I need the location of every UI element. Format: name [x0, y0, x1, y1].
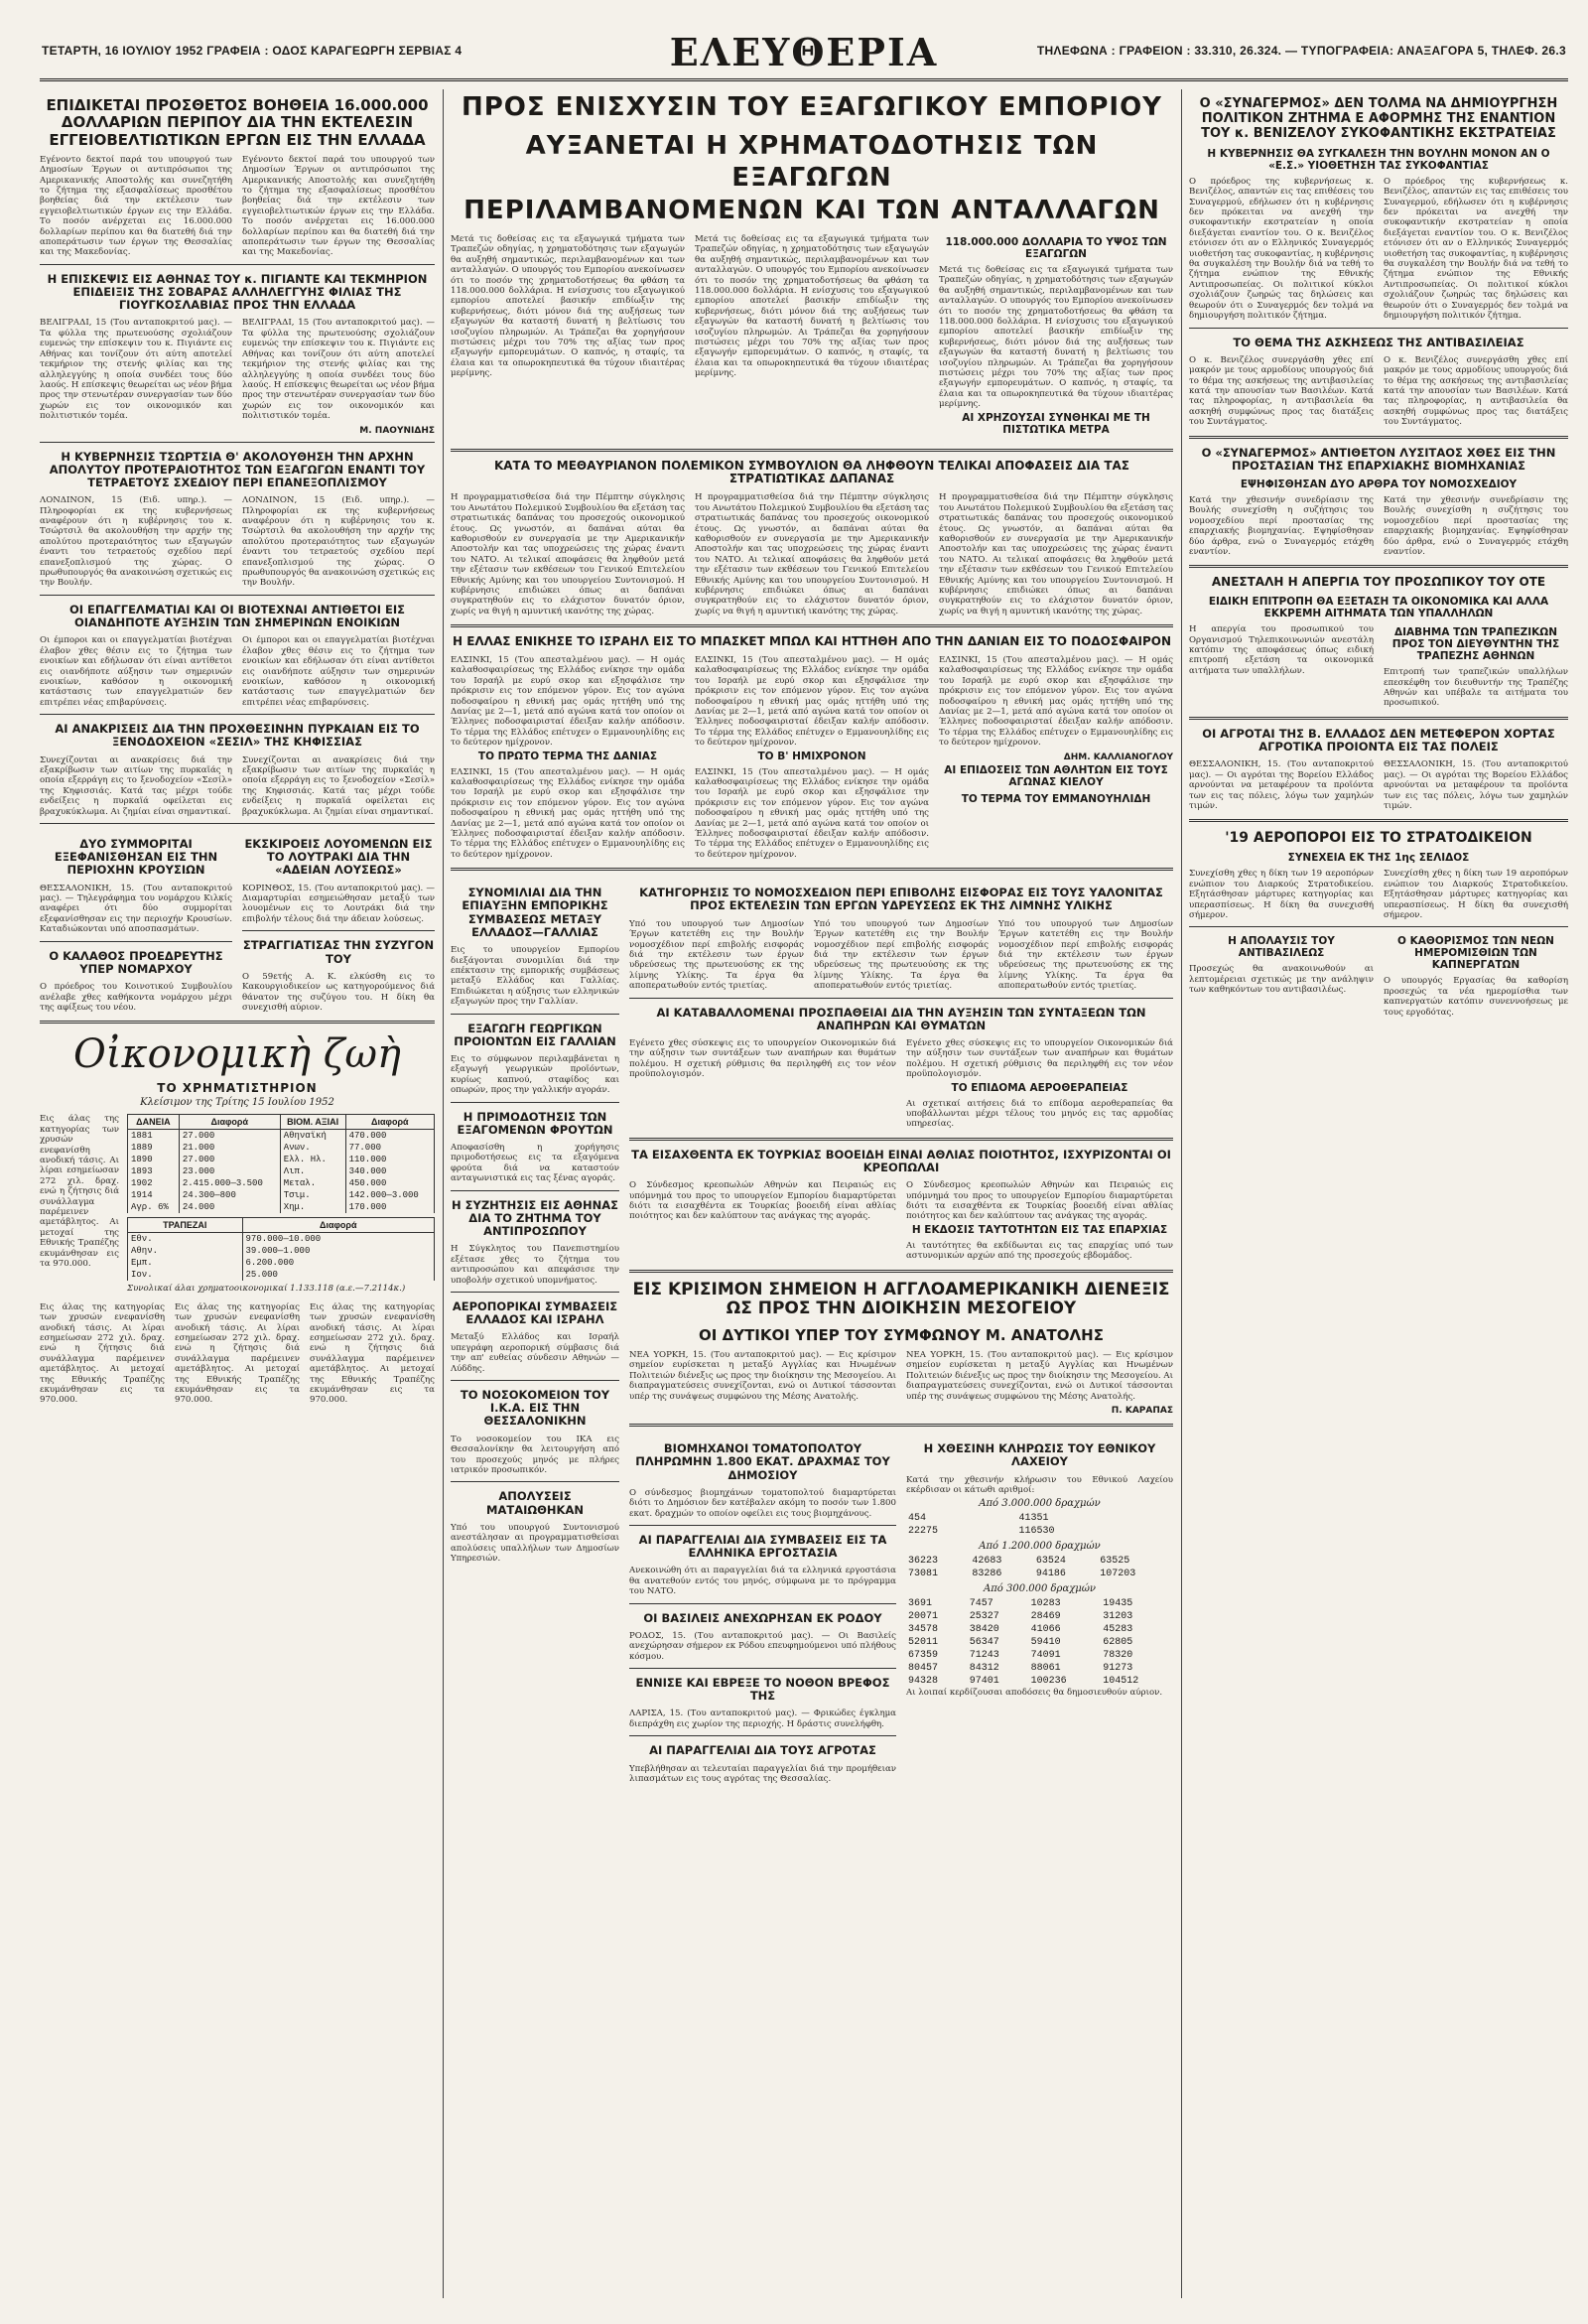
- article-body: Ο κ. Βενιζέλος συνεργάσθη χθες επί μακρόν με τους αρμοδίους υπουργούς διά το θέμα της ασκήσεως της αντιβασιλείας κατά την απουσίαν των Βασιλέων. Κατά τας πληροφορίας, η αντιβασιλεία θα ασκηθή συμφώνως προς τας διατάξεις του Συντάγματος.: [1384, 354, 1568, 428]
- article-body: Ο Σύνδεσμος κρεοπωλών Αθηνών και Πειραιώς εις υπόμνημά του προς το υπουργείον Εμπορίου διαμαρτύρεται διότι τα εισαχθέντα εκ Τουρκίας βοοειδή είναι αθλίας ποιότητος και δεν καλύπτουν τας ανάγκας της αγοράς.: [906, 1180, 1173, 1222]
- article-body: Ο σύνδεσμος βιομηχάνων τοματοπολτού διαμαρτύρεται διότι το Δημόσιον δεν κατέβαλεν ακόμη το ποσόν των 1.800 εκατ. δραχμών το οποίον οφείλει εις τους βιομηχάνους.: [629, 1487, 896, 1519]
- article-body: Συνεχίζονται αι ανακρίσεις διά την εξακρίβωσιν των αιτίων της πυρκαϊάς η οποία εξερράγη εις το ξενοδοχείον «Σεσίλ» της Κηφισσιάς. Κατά τας μέχρι τούδε ενδείξεις η πυρκαϊά οφείλεται εις βραχυκύκλωμα. Αι ζημίαι είναι σημαντικαί.: [242, 754, 435, 817]
- article-body: Μετά τις δοθείσας εις τα εξαγωγικά τμήματα των Τραπεζών οδηγίας, η χρηματοδότησις των εξαγωγών θα αυξηθή σημαντικώς, περιλαμβανομένων και των ανταλλαγών. Ο υπουργός του Εμπορίου ανεκοίνωσεν ότι το ποσόν της χρηματοδοτήσεως θα φθάση τα 118.000.000 δολλάρια. Η ενίσχυσις του εξαγωγικού εμπορίου αποτελεί βασικήν επιδίωξιν της κυβερνήσεως, διότι μόνον διά της αυξήσεως των εξαγωγών θα καταστή δυνατή η βελτίωσις του ισοζυγίου πληρωμών. Αι Τράπεζαι θα χορηγήσουν πιστώσεις μέχρι του 70% της αξίας των προς εξαγωγήν εμπορευμάτων. Ο καπνός, η σταφίς, τα έλαια και τα οπωροκηπευτικά θα τύχουν ιδιαιτέρας μερίμνης.: [451, 234, 685, 379]
- difference-header: Διαφορά: [242, 1218, 434, 1233]
- column-left: [40, 89, 435, 2298]
- lottery-row: [906, 1555, 1173, 1568]
- lottery-row: [906, 1662, 1173, 1675]
- article-body: ΕΛΣΙΝΚΙ, 15 (Του απεσταλμένου μας). — Η ομάς καλαθοσφαιρίσεως της Ελλάδος ενίκησε την ομάδα του Ισραήλ με ευρύ σκορ και εξησφάλισε την πρόκρισιν εις τον επόμενον γύρον. Εις τον αγώνα ποδοσφαίρου η εθνική μας ομάς ηττήθη υπό της Δανίας με 2—1, μετά από αγώνα κατά τον οποίον οι Έλληνες ποδοσφαιρισταί έδειξαν καλήν απόδοσιν. Το τέρμα της Ελλάδος επέτυχεν ο Εμμανουηλίδης εις το δεύτερον ημίχρονον.: [939, 654, 1173, 749]
- subheading: ΔΙΑΒΗΜΑ ΤΩΝ ΤΡΑΠΕΖΙΚΩΝ ΠΡΟΣ ΤΟΝ ΔΙΕΥΘΥΝΤΗΝ ΤΗΣ ΤΡΑΠΕΖΗΣ ΑΘΗΝΩΝ: [1391, 626, 1560, 663]
- lottery-table: [906, 1555, 1173, 1580]
- banks-header: ΤΡΑΠΕΖΑΙ: [128, 1218, 243, 1233]
- lottery-number: 19435: [1103, 1598, 1133, 1610]
- lottery-row: [906, 1597, 1173, 1610]
- loan-name: Αγρ. 6%: [128, 1201, 180, 1213]
- article-headline: ΑΝΕΣΤΑΛΗ Η ΑΠΕΡΓΙΑ ΤΟΥ ΠΡΟΣΩΠΙΚΟΥ ΤΟΥ ΟΤΕ: [1211, 575, 1546, 590]
- lottery-number: 83286: [972, 1569, 1002, 1580]
- lottery-number: 42683: [972, 1556, 1002, 1568]
- article-body: Εγένετο χθες σύσκεψις εις το υπουργείον Οικονομικών διά την αύξησιν των συντάξεων των αναπήρων και θυμάτων πολέμου. Η σχετική ρύθμισις θα περιληφθή εις τον νέον προϋπολογισμόν.: [629, 1037, 896, 1080]
- article-body: Εις το υπουργείον Εμπορίου διεξάγονται συνομιλίαι διά την επέκτασιν της εμπορικής συμβάσεως μεταξύ Ελλάδος και Γαλλίας. Επιδιώκεται η αύξησις των ελληνικών εξαγωγών προς την Γαλλίαν.: [451, 945, 619, 1008]
- lottery-number: 62805: [1103, 1637, 1133, 1649]
- article-body: Ο 59ετής Α. Κ. ελκύσθη εις το Κακουργιοδικείον ως κατηγορούμενος διά θάνατον της συζύγου του. Η δίκη θα συνεχισθή αύριον.: [242, 971, 435, 1013]
- lottery-footer: Αι λοιπαί κερδίζουσαι αποδόσεις θα δημοσιευθούν αύριον.: [906, 1688, 1163, 1699]
- article-body: Ο υπουργός Εργασίας θα καθορίση προσεχώς τα νέα ημερομίσθια των καπνεργατών κατόπιν συνεννοήσεως με τους εργοδότας.: [1384, 976, 1568, 1018]
- lottery-number: 22275: [908, 1526, 939, 1538]
- share-value: 110.000: [345, 1154, 434, 1165]
- article-headline: ΣΥΝΟΜΙΛΙΑΙ ΔΙΑ ΤΗΝ ΕΠΙΑΥΞΗΝ ΕΜΠΟΡΙΚΗΣ ΣΥΜΒΑΣΕΩΣ ΜΕΤΑΞΥ ΕΛΛΑΔΟΣ—ΓΑΛΛΙΑΣ: [462, 886, 608, 939]
- article-body: Ο πρόεδρος της κυβερνήσεως κ. Βενιζέλος, απαντών εις τας επιθέσεις του Συναγερμού, εδήλωσεν ότι η κυβέρνησις δεν πρόκειται να ανεχθή την συκοφαντικήν εκστρατείαν η οποία διεξάγεται εναντίον του. Ο κ. Βενιζέλος ετόνισεν ότι αν ο Ελληνικός Συναγερμός υιοθετήση τας συκοφαντίας, η κυβέρνησις θα συγκαλέση την Βουλήν διά να τεθή το ζήτημα ενώπιον της Εθνικής Αντιπροσωπείας. Οι πολιτικοί κύκλοι σχολιάζουν ζωηρώς τας δηλώσεις και θεωρούν ότι ο Συναγερμός δεν τολμά να δημιουργήση πολιτικόν ζήτημα.: [1189, 176, 1374, 322]
- article-headline: Ο «ΣΥΝΑΓΕΡΜΟΣ» ΑΝΤΙΘΕΤΟΝ ΛΥΣΙΤΑΟΣ ΧΘΕΣ ΕΙΣ ΤΗΝ ΠΡΟΣΤΑΣΙΑΝ ΤΗΣ ΕΠΑΡΧΙΑΚΗΣ ΒΙΟΜΗΧΑΝΙΑΣ: [1201, 445, 1556, 473]
- article-body: Ο πρόεδρος του Κοινοτικού Συμβουλίου ανέλαβε χθες καθήκοντα νομάρχου μέχρι της αφίξεως του νέου.: [40, 982, 232, 1013]
- lottery-number: 80457: [908, 1663, 939, 1675]
- article-body: Επιτροπή των τραπεζικών υπαλλήλων επεσκέφθη τον διευθυντήν της Τραπέζης Αθηνών και υπέβαλε τα αιτήματα του προσωπικού.: [1384, 667, 1568, 709]
- lottery-number: 3691: [908, 1598, 933, 1610]
- lottery-number: 454: [908, 1513, 927, 1525]
- column-divider: [1181, 89, 1182, 2298]
- article-body: ΘΕΣΣΑΛΟΝΙΚΗ, 15. (Του ανταποκριτού μας). — Οι αγρόται της Βορείου Ελλάδος αρνούνται να μεταφέρουν τα προϊόντα των εις τας πόλεις, λόγω των χαμηλών τιμών.: [1189, 759, 1374, 811]
- article-headline: ΟΙ ΑΓΡΟΤΑΙ ΤΗΣ Β. ΕΛΛΑΔΟΣ ΔΕΝ ΜΕΤΕΦΕΡΟΝ ΧΟΡΤΑΣ ΑΓΡΟΤΙΚΑ ΠΡΟΙΟΝΤΑ ΕΙΣ ΤΑΣ ΠΟΛΕΙΣ: [1202, 726, 1555, 754]
- article-body: Το νοσοκομείον του ΙΚΑ εις Θεσσαλονίκην θα λειτουργήση από του προσεχούς μηνός με πλήρες ιατρικόν προσωπικόν.: [451, 1434, 619, 1475]
- article-body: Ο κ. Βενιζέλος συνεργάσθη χθες επί μακρόν με τους αρμοδίους υπουργούς διά το θέμα της ασκήσεως της αντιβασιλείας κατά την απουσίαν των Βασιλέων. Κατά τας πληροφορίας, η αντιβασιλεία θα ασκηθή συμφώνως προς τας διατάξεις του Συντάγματος.: [1189, 354, 1374, 428]
- lottery-number: 56347: [969, 1637, 999, 1649]
- article-signature: Μ. ΠΑΟΥΝΙΔΗΣ: [359, 425, 435, 436]
- loan-name: 1914: [128, 1189, 180, 1201]
- market-row: [128, 1201, 435, 1213]
- market-footer: Συνολικαί άλαι χρηματοοικονομικαί 1.133.118 (α.ε.—7.2114κ.): [127, 1284, 406, 1295]
- sports-headline: Η ΕΛΛΑΣ ΕΝΙΚΗΣΕ ΤΟ ΙΣΡΑΗΛ ΕΙΣ ΤΟ ΜΠΑΣΚΕΤ ΜΠΩΛ ΚΑΙ ΗΤΤΗΘΗ ΑΠΟ ΤΗΝ ΔΑΝΙΑΝ ΕΙΣ ΤΟ ΠΟΔΟΣΦΑΙΡΟΝ: [452, 634, 1172, 649]
- subheading: Ο ΚΑΘΟΡΙΣΜΟΣ ΤΩΝ ΝΕΩΝ ΗΜΕΡΟΜΙΣΘΙΩΝ ΤΩΝ ΚΑΠΝΕΡΓΑΤΩΝ: [1397, 935, 1554, 972]
- lottery-prize-heading: Από 1.200.000 δραχμών: [979, 1541, 1101, 1553]
- article-headline: ΤΟ ΝΟΣΟΚΟΜΕΙΟΝ ΤΟΥ Ι.Κ.Α. ΕΙΣ ΤΗΝ ΘΕΣΣΑΛΟΝΙΚΗΝ: [460, 1388, 610, 1429]
- lottery-number: 71243: [969, 1650, 999, 1662]
- article-headline: ΤΟ ΘΕΜΑ ΤΗΣ ΑΣΚΗΣΕΩΣ ΤΗΣ ΑΝΤΙΒΑΣΙΛΕΙΑΣ: [1233, 335, 1524, 349]
- lottery-number: 67359: [908, 1650, 939, 1662]
- article-headline: ΑΙ ΑΝΑΚΡΙΣΕΙΣ ΔΙΑ ΤΗΝ ΠΡΟΧΘΕΣΙΝΗΝ ΠΥΡΚΑΙΑΝ ΕΙΣ ΤΟ ΞΕΝΟΔΟΧΕΙΟΝ «ΣΕΣΙΛ» ΤΗΣ ΚΗΦΙΣΣΙΑΣ: [55, 722, 420, 750]
- article-headline: ΕΚΣΚΙΡΟΕΙΣ ΛΟΥΟΜΕΝΩΝ ΕΙΣ ΤΟ ΛΟΥΤΡΑΚΙ ΔΙΑ ΤΗΝ «ΑΔΕΙΑΝ ΛΟΥΣΕΩΣ»: [244, 837, 433, 878]
- article-body: Υπό του υπουργού Συντονισμού ανεστάλησαν αι προγραμματισθείσαι απολύσεις υπαλλήλων των Δημοσίων Υπηρεσιών.: [451, 1522, 619, 1564]
- article-body: Εις το σύμφωνον περιλαμβάνεται η εξαγωγή γεωργικών προϊόντων, κυρίως καπνού, σταφίδος και οπωρών, προς την γαλλικήν αγοράν.: [451, 1054, 619, 1096]
- loan-name: 1893: [128, 1165, 180, 1177]
- article-body: Ο πρόεδρος της κυβερνήσεως κ. Βενιζέλος, απαντών εις τας επιθέσεις του Συναγερμού, εδήλωσεν ότι η κυβέρνησις δεν πρόκειται να ανεχθή την συκοφαντικήν εκστρατείαν η οποία διεξάγεται εναντίον του. Ο κ. Βενιζέλος ετόνισεν ότι αν ο Ελληνικός Συναγερμός υιοθετήση τας συκοφαντίας, η κυβέρνησις θα συγκαλέση την Βουλήν διά να τεθή το ζήτημα ενώπιον της Εθνικής Αντιπροσωπείας. Οι πολιτικοί κύκλοι σχολιάζουν ζωηρώς τας δηλώσεις και θεωρούν ότι ο Συναγερμός δεν τολμά να δημιουργήση πολιτικόν ζήτημα.: [1384, 176, 1568, 322]
- lottery-number: 91273: [1103, 1663, 1133, 1675]
- share-name: Ελλ. Ηλ.: [280, 1154, 345, 1165]
- bank-name: Ιον.: [128, 1269, 243, 1281]
- article-body: ΡΟΔΟΣ, 15. (Του ανταποκριτού μας). — Οι Βασιλείς ανεχώρησαν σήμερον εκ Ρόδου επευφημούμενοι υπό πλήθους κόσμου.: [629, 1630, 896, 1662]
- lottery-row: [906, 1649, 1173, 1662]
- lead-headline-3: ΠΕΡΙΛΑΜΒΑΝΟΜΕΝΩΝ ΚΑΙ ΤΩΝ ΑΝΤΑΛΛΑΓΩΝ: [463, 195, 1160, 225]
- article-headline: '19 ΑΕΡΟΠΟΡΟΙ ΕΙΣ ΤΟ ΣΤΡΑΤΟΔΙΚΕΙΟΝ: [1225, 830, 1532, 847]
- difference-header: Διαφορά: [179, 1115, 280, 1130]
- article-headline: ΟΙ ΒΑΣΙΛΕΙΣ ΑΝΕΧΩΡΗΣΑΝ ΕΚ ΡΟΔΟΥ: [643, 1610, 882, 1625]
- loan-value: 21.000: [179, 1142, 280, 1154]
- share-value: 77.000: [345, 1142, 434, 1154]
- lottery-number: 41351: [1018, 1513, 1049, 1525]
- article-body: Κατά την χθεσινήν συνεδρίασιν της Βουλής συνεχίσθη η συζήτησις του νομοσχεδίου περί προστασίας της επαρχιακής βιομηχανίας. Εψηφίσθησαν δύο άρθρα, ενώ ο Συναγερμός ετάχθη εναντίον.: [1384, 495, 1568, 558]
- lottery-number: [1147, 1525, 1160, 1538]
- article-headline: ΕΞΑΓΩΓΗ ΓΕΩΡΓΙΚΩΝ ΠΡΟΙΟΝΤΩΝ ΕΙΣ ΓΑΛΛΙΑΝ: [454, 1021, 616, 1048]
- lead-headline-2: ΑΥΞΑΝΕΤΑΙ Η ΧΡΗΜΑΤΟΔΟΤΗΣΙΣ ΤΩΝ ΕΞΑΓΩΓΩΝ: [525, 130, 1099, 193]
- column-right: [1189, 89, 1568, 2298]
- industry-lottery-block: [629, 1424, 1173, 1784]
- article-body: Μετά τις δοθείσας εις τα εξαγωγικά τμήματα των Τραπεζών οδηγίας, η χρηματοδότησις των εξαγωγών θα αυξηθή σημαντικώς, περιλαμβανομένων και των ανταλλαγών. Ο υπουργός του Εμπορίου ανεκοίνωσεν ότι το ποσόν της χρηματοδοτήσεως θα φθάση τα 118.000.000 δολλάρια. Η ενίσχυσις του εξαγωγικού εμπορίου αποτελεί βασικήν επιδίωξιν της κυβερνήσεως, διότι μόνον διά της αυξήσεως των εξαγωγών θα καταστή δυνατή η βελτίωσις του ισοζυγίου πληρωμών. Αι Τράπεζαι θα χορηγήσουν πιστώσεις μέχρι του 70% της αξίας των προς εξαγωγήν εμπορευμάτων. Ο καπνός, η σταφίς, τα έλαια και τα οπωροκηπευτικά θα τύχουν ιδιαιτέρας μερίμνης.: [695, 234, 929, 379]
- lottery-number: 63525: [1100, 1556, 1130, 1568]
- article-body: Μεταξύ Ελλάδος και Ισραήλ υπεγράφη αεροπορική σύμβασις διά την απ' ευθείας σύνδεσιν Αθηνών — Λύδδης.: [451, 1332, 619, 1374]
- lottery-number: 97401: [969, 1676, 999, 1688]
- lottery-prize-heading: Από 300.000 δραχμών: [984, 1583, 1096, 1595]
- article-body: Η προγραμματισθείσα διά την Πέμπτην σύγκλησις του Ανωτάτου Πολεμικού Συμβουλίου θα εξετάση τας στρατιωτικάς δαπάνας του προσεχούς οικονομικού έτους. Ως γνωστόν, αι δαπάναι αύται θα καθορισθούν εν συνεργασία με την Αμερικανικήν Αποστολήν και τας υποχρεώσεις της χώρας έναντι του ΝΑΤΟ. Αι τελικαί αποφάσεις θα ληφθούν μετά την εξέτασιν των εκθέσεων του Γενικού Επιτελείου Εθνικής Αμύνης και του υπουργείου Συντονισμού. Η κυβέρνησις επιδιώκει όπως αι δαπάναι συγκρατηθούν εις το ελάχιστον δυνατόν όριον, χωρίς να θιγή η αμυντική ικανότης της χώρας.: [451, 492, 686, 616]
- lottery-number: 100236: [1030, 1676, 1067, 1688]
- bank-value: 6.200.000: [242, 1257, 434, 1269]
- loan-value: 24.000: [179, 1201, 280, 1213]
- lottery-number: 41066: [1030, 1624, 1061, 1636]
- subheading: ΣΥΝΕΧΕΙΑ ΕΚ ΤΗΣ 1ης ΣΕΛΙΔΟΣ: [1287, 852, 1470, 865]
- subheading: ΤΟ ΕΠΙΔΟΜΑ ΑΕΡΟΘΕΡΑΠΕΙΑΣ: [951, 1081, 1128, 1094]
- article-headline: ΑΕΡΟΠΟΡΙΚΑΙ ΣΥΜΒΑΣΕΙΣ ΕΛΛΑΔΟΣ ΚΑΙ ΙΣΡΑΗΛ: [452, 1299, 618, 1327]
- article-headline: ΒΙΟΜΗΧΑΝΟΙ ΤΟΜΑΤΟΠΟΛΤΟΥ ΠΛΗΡΩΜΗΝ 1.800 ΕΚΑΤ. ΔΡΑΧΜΑΣ ΤΟΥ ΔΗΜΟΣΙΟΥ: [635, 1441, 890, 1482]
- bank-name: Εθν.: [128, 1233, 243, 1246]
- article-signature: Π. ΚΑΡΑΠΑΣ: [1111, 1406, 1173, 1417]
- article-body: ΕΛΣΙΝΚΙ, 15 (Του απεσταλμένου μας). — Η ομάς καλαθοσφαιρίσεως της Ελλάδος ενίκησε την ομάδα του Ισραήλ με ευρύ σκορ και εξησφάλισε την πρόκρισιν εις τον επόμενον γύρον. Εις τον αγώνα ποδοσφαίρου η εθνική μας ομάς ηττήθη υπό της Δανίας με 2—1, μετά από αγώνα κατά τον οποίον οι Έλληνες ποδοσφαιρισταί έδειξαν καλήν απόδοσιν. Το τέρμα της Ελλάδος επέτυχεν ο Εμμανουηλίδης εις το δεύτερον ημίχρονον.: [695, 654, 929, 749]
- lottery-number: 84312: [969, 1663, 999, 1675]
- lottery-number: 28469: [1030, 1611, 1061, 1623]
- article-body: Προσεχώς θα ανακοινωθούν αι λεπτομέρειαι σχετικώς με την ανάληψιν των καθηκόντων του αντιβασιλέως.: [1189, 964, 1374, 996]
- article-headline: Ο ΚΑΛΑΘΟΣ ΠΡΟΕΔΡΕΥΤΗΣ ΥΠΕΡ ΝΟΜΑΡΧΟΥ: [49, 948, 223, 976]
- economic-commentary: Εις άλας της κατηγορίας των χρυσών ενεφανίσθη ανοδική τάσις. Αι λίραι εσημείωσαν 272 χιλ. δραχ. ενώ η ζήτησις διά συνάλλαγμα παρέμεινεν αμετάβλητος. Αι μετοχαί της Εθνικής Τραπέζης εκυμάνθησαν εις τα 970.000.: [40, 1114, 119, 1270]
- article-headline: ΣΤΡΑΓΓΙΑΤΙΣΑΣ ΤΗΝ ΣΥΖΥΓΟΝ ΤΟΥ: [242, 938, 435, 966]
- loan-value: 27.000: [179, 1154, 280, 1165]
- lottery-row: [906, 1623, 1173, 1636]
- lottery-number: 31203: [1103, 1611, 1133, 1623]
- article-body: Υπό του υπουργού των Δημοσίων Έργων κατετέθη εις την Βουλήν νομοσχέδιον περί επιβολής εισφοράς διά την εκτέλεσιν των έργων υδρεύσεως της πρωτευούσης εκ της λίμνης Υλίκης. Τα έργα θα αποπερατωθούν εντός τριετίας.: [814, 918, 989, 992]
- article-headline: ΚΑΤΗΓΟΡΗΣΙΣ ΤΟ ΝΟΜΟΣΧΕΔΙΟΝ ΠΕΡΙ ΕΠΙΒΟΛΗΣ ΕΙΣΦΟΡΑΣ ΕΙΣ ΤΟΥΣ ΥΑΛΟΝΙΤΑΣ ΠΡΟΣ ΕΚΤΕΛΕΣΙΝ ΤΩΝ ΕΡΓΩΝ ΥΔΡΕΥΣΕΩΣ ΕΚ ΤΗΣ ΛΙΜΝΗΣ ΥΛΙΚΗΣ: [639, 886, 1163, 913]
- bank-row: [128, 1233, 435, 1246]
- article-body: Εγένετο χθες σύσκεψις εις το υπουργείον Οικονομικών διά την αύξησιν των συντάξεων των αναπήρων και θυμάτων πολέμου. Η σχετική ρύθμισις θα περιληφθή εις τον νέον προϋπολογισμόν.: [906, 1037, 1173, 1080]
- bank-value: 970.000—10.000: [242, 1233, 434, 1246]
- lottery-number: 52011: [908, 1637, 939, 1649]
- industrial-shares-header: ΒΙΟΜ. ΑΞΙΑΙ: [280, 1115, 345, 1130]
- share-name: Μεταλ.: [280, 1177, 345, 1189]
- loan-name: 1890: [128, 1154, 180, 1165]
- lottery-row: [906, 1610, 1173, 1623]
- market-row: [128, 1130, 435, 1143]
- market-row: [128, 1154, 435, 1165]
- article-body: Ανεκοινώθη ότι αι παραγγελίαι διά τα ελληνικά εργοστάσια θα ανατεθούν εντός του μηνός, σύμφωνα με το πρόγραμμα του ΝΑΤΟ.: [629, 1566, 896, 1597]
- article-headline: ΟΙ ΕΠΑΓΓΕΛΜΑΤΙΑΙ ΚΑΙ ΟΙ ΒΙΟΤΕΧΝΑΙ ΑΝΤΙΘΕΤΟΙ ΕΙΣ ΟΙΑΝΔΗΠΟΤΕ ΑΥΞΗΣΙΝ ΤΩΝ ΣΗΜΕΡΙΝΩΝ ΕΝΟΙΚΙΩΝ: [68, 602, 406, 630]
- bank-row: [128, 1257, 435, 1269]
- article-headline: ΑΙ ΠΑΡΑΓΓΕΛΙΑΙ ΔΙΑ ΣΥΜΒΑΣΕΙΣ ΕΙΣ ΤΑ ΕΛΛΗΝΙΚΑ ΕΡΓΟΣΤΑΣΙΑ: [638, 1532, 887, 1561]
- nato-headline: ΚΑΤΑ ΤΟ ΜΕΘΑΥΡΙΑΝΟΝ ΠΟΛΕΜΙΚΟΝ ΣΥΜΒΟΥΛΙΟΝ ΘΑ ΛΗΦΘΟΥΝ ΤΕΛΙΚΑΙ ΑΠΟΦΑΣΕΙΣ ΔΙΑ ΤΑΣ ΣΤΡΑΤΙΩΤΙΚΑΣ ΔΑΠΑΝΑΣ: [493, 458, 1130, 486]
- article-body: ΘΕΣΣΑΛΟΝΙΚΗ, 15. (Του ανταποκριτού μας). — Τηλεγράφημα του νομάρχου Κιλκίς αναφέρει ότι δύο συμμορίται εξεφανίσθησαν εις την περιοχήν Κρουσίων. Καταδιώκονται υπό αποσπασμάτων.: [40, 883, 232, 935]
- share-value: 170.000: [345, 1201, 434, 1213]
- newspaper-title: ΕΛΕΥΘΕΡΙΑ: [669, 30, 939, 74]
- bank-name: Εμπ.: [128, 1257, 243, 1269]
- lottery-number: 94186: [1035, 1569, 1066, 1580]
- subheading: ΕΙΔΙΚΗ ΕΠΙΤΡΟΠΗ ΘΑ ΕΞΕΤΑΣΗ ΤΑ ΟΙΚΟΝΟΜΙΚΑ ΚΑΙ ΑΛΛΑ ΕΚΚΡΕΜΗ ΑΙΤΗΜΑΤΑ ΤΩΝ ΥΠΑΛΛΗΛΩΝ: [1208, 596, 1549, 620]
- article-body: ΒΕΛΙΓΡΑΔΙ, 15 (Του ανταποκριτού μας). — Τα φύλλα της πρωτευούσης σχολιάζουν ευμενώς την επίσκεψιν του κ. Πιγιάντε εις Αθήνας και τονίζουν ότι αύτη αποτελεί τεκμήριον της στενής φιλίας και της αλληλεγγύης η οποία συνδέει τους δύο λαούς. Η επίσκεψις θεωρείται ως νέον βήμα προς την στενωτέραν συνεργασίαν των δύο χωρών εις τον οικονομικόν και πολιτιστικόν τομέα.: [40, 318, 232, 422]
- lottery-number: 63524: [1035, 1556, 1066, 1568]
- article-body: Συνεχίσθη χθες η δίκη των 19 αεροπόρων ενώπιον του Διαρκούς Στρατοδικείου. Εξητάσθησαν μάρτυρες κατηγορίας και υπερασπίσεως. Η δίκη θα συνεχισθή σήμερον.: [1189, 869, 1374, 921]
- column-divider: [443, 89, 444, 2298]
- subheading: ΤΟ ΠΡΩΤΟ ΤΕΡΜΑ ΤΗΣ ΔΑΝΙΑΣ: [477, 750, 658, 762]
- lottery-number: 25327: [969, 1611, 999, 1623]
- subheading: Η ΑΠΟΛΑΥΣΙΣ ΤΟΥ ΑΝΤΙΒΑΣΙΛΕΩΣ: [1228, 935, 1335, 960]
- lead-story: [451, 91, 1173, 441]
- lottery-number: 45283: [1103, 1624, 1133, 1636]
- article-body: Η προγραμματισθείσα διά την Πέμπτην σύγκλησις του Ανωτάτου Πολεμικού Συμβουλίου θα εξετάση τας στρατιωτικάς δαπάνας του προσεχούς οικονομικού έτους. Ως γνωστόν, αι δαπάναι αύται θα καθορισθούν εν συνεργασία με την Αμερικανικήν Αποστολήν και τας υποχρεώσεις της χώρας έναντι του ΝΑΤΟ. Αι τελικαί αποφάσεις θα ληφθούν μετά την εξέτασιν των εκθέσεων του Γενικού Επιτελείου Εθνικής Αμύνης και του υπουργείου Συντονισμού. Η κυβέρνησις επιδιώκει όπως αι δαπάναι συγκρατηθούν εις το ελάχιστον δυνατόν όριον, χωρίς να θιγή η αμυντική ικανότης της χώρας.: [695, 492, 930, 616]
- loan-value: 2.415.000—3.500: [179, 1177, 280, 1189]
- article-body: ΛΟΝΔΙΝΟΝ, 15 (Ειδ. υπηρ.). — Πληροφορίαι εκ της κυβερνήσεως αναφέρουν ότι η κυβέρνησις του κ. Τσώρτσιλ θα ακολουθήση την αρχήν της απολύτου προτεραιότητος των εξαγωγών έναντι του τετραετούς σχεδίου περί επανεξοπλισμού της χώρας. Ο πρωθυπουργός θα ανακοινώση σχετικώς εις την Βουλήν.: [40, 495, 232, 589]
- lottery-number: 78320: [1103, 1650, 1133, 1662]
- lottery-number: [1160, 1512, 1173, 1525]
- bank-row: [128, 1269, 435, 1281]
- subheading: 118.000.000 ΔΟΛΛΑΡΙΑ ΤΟ ΥΨΟΣ ΤΩΝ ΕΞΑΓΩΓΩΝ: [945, 236, 1167, 260]
- share-value: 470.000: [345, 1130, 434, 1143]
- lottery-number: 59410: [1030, 1637, 1061, 1649]
- article-headline: Η ΣΥΖΗΤΗΣΙΣ ΕΙΣ ΑΘΗΝΑΣ ΔΙΑ ΤΟ ΖΗΤΗΜΑ ΤΟΥ ΑΝΤΙΠΡΟΣΩΠΟΥ: [452, 1197, 618, 1239]
- share-value: 450.000: [345, 1177, 434, 1189]
- lottery-intro: Κατά την χθεσινήν κλήρωσιν του Εθνικού Λαχείου εκέρδισαν οι κάτωθι αριθμοί:: [906, 1474, 1173, 1495]
- lottery-row: [906, 1675, 1173, 1688]
- economic-commentary: Εις άλας της κατηγορίας των χρυσών ενεφανίσθη ανοδική τάσις. Αι λίραι εσημείωσαν 272 χιλ. δραχ. ενώ η ζήτησις διά συνάλλαγμα παρέμεινεν αμετάβλητος. Αι μετοχαί της Εθνικής Τραπέζης εκυμάνθησαν εις τα 970.000.: [40, 1301, 165, 1406]
- article-body: Αποφασίσθη η χορήγησις πριμοδοτήσεως εις τα εξαγόμενα φρούτα διά να καταστούν ανταγωνιστικά εις τας ξένας αγοράς.: [451, 1143, 619, 1184]
- share-name: Χημ.: [280, 1201, 345, 1213]
- article-body: Μετά τις δοθείσας εις τα εξαγωγικά τμήματα των Τραπεζών οδηγίας, η χρηματοδότησις των εξαγωγών θα αυξηθή σημαντικώς, περιλαμβανομένων και των ανταλλαγών. Ο υπουργός του Εμπορίου ανεκοίνωσεν ότι το ποσόν της χρηματοδοτήσεως θα φθάση τα 118.000.000 δολλάρια. Η ενίσχυσις του εξαγωγικού εμπορίου αποτελεί βασικήν επιδίωξιν της κυβερνήσεως, διότι μόνον διά της αυξήσεως των εξαγωγών θα καταστή δυνατή η βελτίωσις του ισοζυγίου πληρωμών. Αι Τράπεζαι θα χορηγήσουν πιστώσεις μέχρι του 70% της αξίας των προς εξαγωγήν εμπορευμάτων. Ο καπνός, η σταφίς, τα έλαια και τα οπωροκηπευτικά θα τύχουν ιδιαιτέρας μερίμνης.: [939, 265, 1173, 410]
- article-body: ΕΛΣΙΝΚΙ, 15 (Του απεσταλμένου μας). — Η ομάς καλαθοσφαιρίσεως της Ελλάδος ενίκησε την ομάδα του Ισραήλ με ευρύ σκορ και εξησφάλισε την πρόκρισιν εις τον επόμενον γύρον. Εις τον αγώνα ποδοσφαίρου η εθνική μας ομάς ηττήθη υπό της Δανίας με 2—1, μετά από αγώνα κατά τον οποίον οι Έλληνες ποδοσφαιρισταί έδειξαν καλήν απόδοσιν. Το τέρμα της Ελλάδος επέτυχεν ο Εμμανουηλίδης εις το δεύτερον ημίχρονον.: [451, 766, 685, 860]
- subheading: ΕΨΗΦΙΣΘΗΣΑΝ ΔΥΟ ΑΡΘΡΑ ΤΟΥ ΝΟΜΟΣΧΕΔΙΟΥ: [1240, 478, 1518, 490]
- column-center: [451, 89, 1173, 2298]
- article-body: Συνεχίσθη χθες η δίκη των 19 αεροπόρων ενώπιον του Διαρκούς Στρατοδικείου. Εξητάσθησαν μάρτυρες κατηγορίας και υπερασπίσεως. Η δίκη θα συνεχισθή σήμερον.: [1384, 869, 1568, 921]
- article-body: ΚΟΡΙΝΘΟΣ, 15. (Του ανταποκριτού μας). — Διαμαρτυρίαι εσημειώθησαν μεταξύ των λουομένων εις το Λουτράκι διά την επιβολήν τέλους διά την άδειαν λούσεως.: [242, 883, 435, 924]
- subheading: ΤΟ ΤΕΡΜΑ ΤΟΥ ΕΜΜΑΝΟΥΗΛΙΔΗ: [961, 792, 1151, 805]
- article-body: Υπό του υπουργού των Δημοσίων Έργων κατετέθη εις την Βουλήν νομοσχέδιον περί επιβολής εισφοράς διά την εκτέλεσιν των έργων υδρεύσεως της πρωτευούσης εκ της λίμνης Υλίκης. Τα έργα θα αποπερατωθούν εντός τριετίας.: [998, 918, 1173, 992]
- article-body: ΘΕΣΣΑΛΟΝΙΚΗ, 15. (Του ανταποκριτού μας). — Οι αγρόται της Βορείου Ελλάδος αρνούνται να μεταφέρουν τα προϊόντα των εις τας πόλεις, λόγω των χαμηλών τιμών.: [1384, 759, 1568, 811]
- subheading: Η ΚΥΒΕΡΝΗΣΙΣ ΘΑ ΣΥΓΚΑΛΕΣΗ ΤΗΝ ΒΟΥΛΗΝ ΜΟΝΟΝ ΑΝ Ο «Ε.Σ.» ΥΙΟΘΕΤΗΣΗ ΤΑΣ ΣΥΚΟΦΑΝΤΙΑΣ: [1207, 147, 1550, 172]
- stock-exchange-date: Κλείσιμον της Τρίτης 15 Ιουλίου 1952: [140, 1097, 334, 1109]
- economic-commentary: Εις άλας της κατηγορίας των χρυσών ενεφανίσθη ανοδική τάσις. Αι λίραι εσημείωσαν 272 χιλ. δραχ. ενώ η ζήτησις διά συνάλλαγμα παρέμεινεν αμετάβλητος. Αι μετοχαί της Εθνικής Τραπέζης εκυμάνθησαν εις τα 970.000.: [175, 1301, 300, 1406]
- share-value: 340.000: [345, 1165, 434, 1177]
- bank-value: 25.000: [242, 1269, 434, 1281]
- article-body: ΛΟΝΔΙΝΟΝ, 15 (Ειδ. υπηρ.). — Πληροφορίαι εκ της κυβερνήσεως αναφέρουν ότι η κυβέρνησις του κ. Τσώρτσιλ θα ακολουθήση την αρχήν της απολύτου προτεραιότητος των εξαγωγών έναντι του τετραετούς σχεδίου περί επανεξοπλισμού της χώρας. Ο πρωθυπουργός θα ανακοινώση σχετικώς εις την Βουλήν.: [242, 495, 435, 589]
- loan-value: 23.000: [179, 1165, 280, 1177]
- lottery-number: 88061: [1030, 1663, 1061, 1675]
- economic-section: [40, 1031, 435, 1405]
- article-body: Εγένοντο δεκτοί παρά του υπουργού των Δημοσίων Έργων οι αντιπρόσωποι της Αμερικανικής Αποστολής και συνεζητήθη το ζήτημα της εξασφαλίσεως προσθέτου βοηθείας διά την εκτέλεσιν των εγγειοβελτιωτικών έργων εις την Ελλάδα. Το ποσόν ανέρχεται εις 16.000.000 δολλαρίων περίπου και θα διατεθή διά την αποπεράτωσιν των έργων της Θεσσαλίας και της Μακεδονίας.: [40, 154, 232, 258]
- lottery-number: 20071: [908, 1611, 939, 1623]
- loans-header: ΔΑΝΕΙΑ: [128, 1115, 180, 1130]
- lottery-number: [1147, 1512, 1160, 1525]
- lottery-row: [906, 1525, 1173, 1538]
- article-body: Υπό του υπουργού των Δημοσίων Έργων κατετέθη εις την Βουλήν νομοσχέδιον περί επιβολής εισφοράς διά την εκτέλεσιν των έργων υδρεύσεως της πρωτευούσης εκ της λίμνης Υλίκης. Τα έργα θα αποπερατωθούν εντός τριετίας.: [629, 918, 804, 992]
- article-headline: ΕΙΣ ΚΡΙΣΙΜΟΝ ΣΗΜΕΙΟΝ Η ΑΓΓΛΟΑΜΕΡΙΚΑΝΙΚΗ ΔΙΕΝΕΞΙΣ ΩΣ ΠΡΟΣ ΤΗΝ ΔΙΟΙΚΗΣΙΝ ΜΕΣΟΓΕΙΟΥ: [632, 1279, 1170, 1319]
- market-row: [128, 1142, 435, 1154]
- article-body: ΝΕΑ ΥΟΡΚΗ, 15. (Του ανταποκριτού μας). — Εις κρίσιμον σημείον ευρίσκεται η μεταξύ Αγγλίας και Ηνωμένων Πολιτειών διένεξις ως προς την διοίκησιν της Μεσογείου. Αι διαπραγματεύσεις συνεχίζονται, ενώ οι Δυτικοί τάσσονται υπέρ της συνάψεως συμφώνου της Μέσης Ανατολής.: [629, 1350, 896, 1402]
- article-headline: ΑΙ ΠΑΡΑΓΓΕΛΙΑΙ ΔΙΑ ΤΟΥΣ ΑΓΡΟΤΑΣ: [649, 1743, 876, 1758]
- market-row: [128, 1165, 435, 1177]
- center-left-subcolumn: [451, 879, 619, 1784]
- article-body: ΒΕΛΙΓΡΑΔΙ, 15 (Του ανταποκριτού μας). — Τα φύλλα της πρωτευούσης σχολιάζουν ευμενώς την επίσκεψιν του κ. Πιγιάντε εις Αθήνας και τονίζουν ότι αύτη αποτελεί τεκμήριον της στενής φιλίας και της αλληλεγγύης η οποία συνδέει τους δύο λαούς. Η επίσκεψις θεωρείται ως νέον βήμα προς την στενωτέραν συνεργασίαν των δύο χωρών εις τον οικονομικόν και πολιτιστικόν τομέα.: [242, 318, 435, 422]
- lottery-number: 94328: [908, 1676, 939, 1688]
- loan-name: 1902: [128, 1177, 180, 1189]
- banks-table: [127, 1217, 435, 1281]
- article-body: Η απεργία του προσωπικού του Οργανισμού Τηλεπικοινωνιών ανεστάλη κατόπιν της αποφάσεως όπως ειδική επιτροπή εξετάση τα οικονομικά αιτήματα των υπαλλήλων.: [1189, 624, 1374, 676]
- article-body: Αι ταυτότητες θα εκδίδωνται εις τας επαρχίας υπό των αστυνομικών αρχών από της προσεχούς εβδομάδος.: [906, 1240, 1173, 1262]
- subheading: Η ΕΚΔΟΣΙΣ ΤΑΥΤΟΤΗΤΩΝ ΕΙΣ ΤΑΣ ΕΠΑΡΧΙΑΣ: [911, 1223, 1168, 1236]
- article-headline: ΕΝΝΙΣΕ ΚΑΙ ΕΒΡΕΞΕ ΤΟ ΝΟΘΟΝ ΒΡΕΦΟΣ ΤΗΣ: [635, 1676, 890, 1704]
- article-headline: ΑΙ ΚΑΤΑΒΑΛΛΟΜΕΝΑΙ ΠΡΟΣΠΑΘΕΙΑΙ ΔΙΑ ΤΗΝ ΑΥΞΗΣΙΝ ΤΩΝ ΣΥΝΤΑΞΕΩΝ ΤΩΝ ΑΝΑΠΗΡΩΝ ΚΑΙ ΘΥΜΑΤΩΝ: [656, 1005, 1146, 1032]
- lottery-row: [906, 1568, 1173, 1580]
- masthead-phones: ΤΗΛΕΦΩΝΑ : ΓΡΑΦΕΙΟΝ : 33.310, 26.324. — ΤΥΠΟΓΡΑΦΕΙΑ: ΑΝΑΞΑΓΟΡΑ 5, ΤΗΛΕΦ. 26.3: [1036, 44, 1566, 58]
- article-headline: ΟΙ ΔΥΤΙΚΟΙ ΥΠΕΡ ΤΟΥ ΣΥΜΦΩΝΟΥ Μ. ΑΝΑΤΟΛΗΣ: [699, 1325, 1104, 1344]
- article-body: ΛΑΡΙΣΑ, 15. (Του ανταποκριτού μας). — Φρικώδες έγκλημα διεπράχθη εις χωρίον της περιοχής. Η δράστις συνελήφθη.: [629, 1709, 896, 1729]
- market-row: [128, 1177, 435, 1189]
- stock-exchange-title: ΤΟ ΧΡΗΜΑΤΙΣΤΗΡΙΟΝ: [157, 1081, 318, 1096]
- lottery-number: 38420: [969, 1624, 999, 1636]
- bank-value: 39.000—1.000: [242, 1245, 434, 1257]
- lottery-row: [906, 1512, 1173, 1525]
- article-body: ΕΛΣΙΝΚΙ, 15 (Του απεσταλμένου μας). — Η ομάς καλαθοσφαιρίσεως της Ελλάδος ενίκησε την ομάδα του Ισραήλ με ευρύ σκορ και εξησφάλισε την πρόκρισιν εις τον επόμενον γύρον. Εις τον αγώνα ποδοσφαίρου η εθνική μας ομάς ηττήθη υπό της Δανίας με 2—1, μετά από αγώνα κατά τον οποίον οι Έλληνες ποδοσφαιρισταί έδειξαν καλήν απόδοσιν. Το τέρμα της Ελλάδος επέτυχεν ο Εμμανουηλίδης εις το δεύτερον ημίχρονον.: [451, 654, 685, 749]
- lottery-number: 107203: [1100, 1569, 1136, 1580]
- economic-section-title: Οἰκονομικὴ ζωὴ: [72, 1031, 402, 1078]
- article-headline: Η ΚΥΒΕΡΝΗΣΙΣ ΤΣΩΡΤΣΙΑ Θ' ΑΚΟΛΟΥΘΗΣΗ ΤΗΝ ΑΡΧΗΝ ΑΠΟΛΥΤΟΥ ΠΡΟΤΕΡΑΙΟΤΗΤΟΣ ΤΩΝ ΕΞΑΓΩΓΩΝ ΕΝΑΝΤΙ ΤΟΥ ΤΕΤΡΑΕΤΟΥΣ ΣΧΕΔΙΟΥ ΠΕΡΙ ΕΠΑΝΕΞΟΠΛΙΣΜΟΥ: [49, 449, 426, 489]
- masthead: [40, 30, 1568, 81]
- article-body: Ο Σύνδεσμος κρεοπωλών Αθηνών και Πειραιώς εις υπόμνημά του προς το υπουργείον Εμπορίου διαμαρτύρεται διότι τα εισαχθέντα εκ Τουρκίας βοοειδή είναι αθλίας ποιότητος και δεν καλύπτουν τας ανάγκας της αγοράς.: [629, 1180, 896, 1222]
- newspaper-page: [40, 30, 1568, 2303]
- lottery-table: [906, 1597, 1173, 1688]
- economic-commentary: Εις άλας της κατηγορίας των χρυσών ενεφανίσθη ανοδική τάσις. Αι λίραι εσημείωσαν 272 χιλ. δραχ. ενώ η ζήτησις διά συνάλλαγμα παρέμεινεν αμετάβλητος. Αι μετοχαί της Εθνικής Τραπέζης εκυμάνθησαν εις τα 970.000.: [310, 1301, 435, 1406]
- share-name: Τσιμ.: [280, 1189, 345, 1201]
- lottery-number: 34578: [908, 1624, 939, 1636]
- lottery-number: 10283: [1030, 1598, 1061, 1610]
- loan-name: 1889: [128, 1142, 180, 1154]
- market-table: [127, 1114, 435, 1213]
- lottery-table: [906, 1512, 1173, 1538]
- subheading: ΤΟ Β' ΗΜΙΧΡΟΝΟΝ: [757, 750, 866, 762]
- lottery-number: 74091: [1030, 1650, 1061, 1662]
- article-body: Εγένοντο δεκτοί παρά του υπουργού των Δημοσίων Έργων οι αντιπρόσωποι της Αμερικανικής Αποστολής και συνεζητήθη το ζήτημα της εξασφαλίσεως προσθέτου βοηθείας διά την εκτέλεσιν των εγγειοβελτιωτικών έργων εις την Ελλάδα. Το ποσόν ανέρχεται εις 16.000.000 δολλαρίων περίπου και θα διατεθή διά την αποπεράτωσιν των έργων της Θεσσαλίας και της Μακεδονίας.: [242, 154, 435, 258]
- market-row: [128, 1189, 435, 1201]
- article-headline: ΑΠΟΛΥΣΕΙΣ ΜΑΤΑΙΩΘΗΚΑΝ: [486, 1489, 584, 1517]
- difference-header: Διαφορά: [345, 1115, 434, 1130]
- share-name: Λιπ.: [280, 1165, 345, 1177]
- lottery-prize-heading: Από 3.000.000 δραχμών: [979, 1498, 1101, 1510]
- loan-value: 24.300—800: [179, 1189, 280, 1201]
- article-body: Οι έμποροι και οι επαγγελματίαι βιοτέχναι έλαβον χθες θέσιν εις το ζήτημα των ενοικίων και εδήλωσαν ότι είναι αντίθετοι εις οιανδήποτε αύξησιν των σημερινών ενοικίων, καθόσον η οικονομική κατάστασις των επαγγελματιών δεν επιτρέπει νέας επιβαρύνσεις.: [40, 635, 232, 708]
- subheading: ΑΙ ΧΡΗΖΟΥΣΑΙ ΣΥΝΘΗΚΑΙ ΜΕ ΤΗ ΠΙΣΤΩΤΙΚΑ ΜΕΤΡΑ: [962, 411, 1150, 436]
- article-headline: Η ΕΠΙΣΚΕΨΙΣ ΕΙΣ ΑΘΗΝΑΣ ΤΟΥ κ. ΠΙΓΙΑΝΤΕ ΚΑΙ ΤΕΚΜΗΡΙΟΝ ΕΠΙΔΕΙΞΙΣ ΤΗΣ ΣΟΒΑΡΑΣ ΑΛΛΗΛΕΓΓΥΗΣ ΦΙΛΙΑΣ ΤΗΣ ΓΙΟΥΓΚΟΣΛΑΒΙΑΣ ΠΡΟΣ ΤΗΝ ΕΛΛΑΔΑ: [47, 271, 428, 313]
- article-signature: ΔΗΜ. ΚΑΛΛΙΑΝΟΓΛΟΥ: [1063, 752, 1173, 762]
- article-headline: Η ΠΡΙΜΟΔΟΤΗΣΙΣ ΤΩΝ ΕΞΑΓΟΜΕΝΩΝ ΦΡΟΥΤΩΝ: [457, 1109, 613, 1137]
- lottery-row: [906, 1636, 1173, 1649]
- lottery-number: 7457: [969, 1598, 993, 1610]
- loan-name: 1881: [128, 1130, 180, 1143]
- lottery-number: 36223: [908, 1556, 939, 1568]
- share-name: Αθηναϊκή: [280, 1130, 345, 1143]
- article-body: Αι σχετικαί αιτήσεις διά το επίδομα αεροθεραπείας θα υποβάλλωνται μέχρι τέλους του μηνός εις τας αρμοδίας υπηρεσίας.: [906, 1098, 1173, 1130]
- article-body: Η Σύγκλητος του Πανεπιστημίου εξέτασε χθες το ζήτημα του αντιπροσώπου και απεφάσισε την υποβολήν σχετικού υπομνήματος.: [451, 1244, 619, 1286]
- lottery-number: [1160, 1525, 1173, 1538]
- lottery-number: 73081: [908, 1569, 939, 1580]
- article-headline: ΔΥΟ ΣΥΜΜΟΡΙΤΑΙ ΕΞΕΦΑΝΙΣΘΗΣΑΝ ΕΙΣ ΤΗΝ ΠΕΡΙΟΧΗΝ ΚΡΟΥΣΙΩΝ: [54, 837, 218, 878]
- article-body: Η προγραμματισθείσα διά την Πέμπτην σύγκλησις του Ανωτάτου Πολεμικού Συμβουλίου θα εξετάση τας στρατιωτικάς δαπάνας του προσεχούς οικονομικού έτους. Ως γνωστόν, αι δαπάναι αύται θα καθορισθούν εν συνεργασία με την Αμερικανικήν Αποστολήν και τας υποχρεώσεις της χώρας έναντι του ΝΑΤΟ. Αι τελικαί αποφάσεις θα ληφθούν μετά την εξέτασιν των εκθέσεων του Γενικού Επιτελείου Εθνικής Αμύνης και του υπουργείου Συντονισμού. Η κυβέρνησις επιδιώκει όπως αι δαπάναι συγκρατηθούν εις το ελάχιστον δυνατόν όριον, χωρίς να θιγή η αμυντική ικανότης της χώρας.: [939, 492, 1173, 616]
- bank-row: [128, 1245, 435, 1257]
- share-name: Ανων.: [280, 1142, 345, 1154]
- lead-headline-1: ΠΡΟΣ ΕΝΙΣΧΥΣΙΝ ΤΟΥ ΕΞΑΓΩΓΙΚΟΥ ΕΜΠΟΡΙΟΥ: [461, 92, 1163, 122]
- share-value: 142.000—3.000: [345, 1189, 434, 1201]
- article-body: Συνεχίζονται αι ανακρίσεις διά την εξακρίβωσιν των αιτίων της πυρκαϊάς η οποία εξερράγη εις το ξενοδοχείον «Σεσίλ» της Κηφισσιάς. Κατά τας μέχρι τούδε ενδείξεις η πυρκαϊά οφείλεται εις βραχυκύκλωμα. Αι ζημίαι είναι σημαντικαί.: [40, 754, 232, 817]
- masthead-date-address: ΤΕΤΑΡΤΗ, 16 ΙΟΥΛΙΟΥ 1952 ΓΡΑΦΕΙΑ : ΟΔΟΣ ΚΑΡΑΓΕΩΡΓΗ ΣΕΡΒΙΑΣ 4: [42, 44, 463, 58]
- center-right-subcolumn: [629, 879, 1173, 1784]
- subheading: ΑΙ ΕΠΙΔΟΣΕΙΣ ΤΩΝ ΑΘΛΗΤΩΝ ΕΙΣ ΤΟΥΣ ΑΓΩΝΑΣ ΚΙΕΛΟΥ: [944, 763, 1168, 788]
- bank-name: Αθην.: [128, 1245, 243, 1257]
- loan-value: 27.000: [179, 1130, 280, 1143]
- article-body: ΝΕΑ ΥΟΡΚΗ, 15. (Του ανταποκριτού μας). — Εις κρίσιμον σημείον ευρίσκεται η μεταξύ Αγγλίας και Ηνωμένων Πολιτειών διένεξις ως προς την διοίκησιν της Μεσογείου. Αι διαπραγματεύσεις συνεχίζονται, ενώ οι Δυτικοί τάσσονται υπέρ της συνάψεως συμφώνου της Μέσης Ανατολής.: [906, 1350, 1173, 1402]
- article-body: Οι έμποροι και οι επαγγελματίαι βιοτέχναι έλαβον χθες θέσιν εις το ζήτημα των ενοικίων και εδήλωσαν ότι είναι αντίθετοι εις οιανδήποτε αύξησιν των σημερινών ενοικίων, καθόσον η οικονομική κατάστασις των επαγγελματιών δεν επιτρέπει νέας επιβαρύνσεις.: [242, 635, 435, 708]
- lottery-headline: Η ΧΘΕΣΙΝΗ ΚΛΗΡΩΣΙΣ ΤΟΥ ΕΘΝΙΚΟΥ ΛΑΧΕΙΟΥ: [923, 1441, 1156, 1469]
- article-body: Κατά την χθεσινήν συνεδρίασιν της Βουλής συνεχίσθη η συζήτησις του νομοσχεδίου περί προστασίας της επαρχιακής βιομηχανίας. Εψηφίσθησαν δύο άρθρα, ενώ ο Συναγερμός ετάχθη εναντίον.: [1189, 495, 1374, 558]
- article-headline: ΤΑ ΕΙΣΑΧΘΕΝΤΑ ΕΚ ΤΟΥΡΚΙΑΣ ΒΟΟΕΙΔΗ ΕΙΝΑΙ ΑΘΛΙΑΣ ΠΟΙΟΤΗΤΟΣ, ΙΣΧΥΡΙΖΟΝΤΑΙ ΟΙ ΚΡΕΟΠΩΛΑΙ: [631, 1147, 1171, 1175]
- lottery-number: 104512: [1103, 1676, 1139, 1688]
- article-body: ΕΛΣΙΝΚΙ, 15 (Του απεσταλμένου μας). — Η ομάς καλαθοσφαιρίσεως της Ελλάδος ενίκησε την ομάδα του Ισραήλ με ευρύ σκορ και εξησφάλισε την πρόκρισιν εις τον επόμενον γύρον. Εις τον αγώνα ποδοσφαίρου η εθνική μας ομάς ηττήθη υπό της Δανίας με 2—1, μετά από αγώνα κατά τον οποίον οι Έλληνες ποδοσφαιρισταί έδειξαν καλήν απόδοσιν. Το τέρμα της Ελλάδος επέτυχεν ο Εμμανουηλίδης εις το δεύτερον ημίχρονον.: [695, 766, 929, 860]
- lottery-number: 116530: [1018, 1526, 1055, 1538]
- article-headline: ΕΠΙΔΙΚΕΤΑΙ ΠΡΟΣΘΕΤΟΣ ΒΟΗΘΕΙΑ 16.000.000 ΔΟΛΛΑΡΙΩΝ ΠΕΡΙΠΟΥ ΔΙΑ ΤΗΝ ΕΚΤΕΛΕΣΙΝ ΕΓΓΕΙΟΒΕΛΤΙΩΤΙΚΩΝ ΕΡΓΩΝ ΕΙΣ ΤΗΝ ΕΛΛΑΔΑ: [46, 96, 429, 149]
- article-body: Υπεβλήθησαν αι τελευταίαι παραγγελίαι διά την προμήθειαν λιπασμάτων εις τους αγρότας της Θεσσαλίας.: [629, 1763, 896, 1784]
- article-headline: Ο «ΣΥΝΑΓΕΡΜΟΣ» ΔΕΝ ΤΟΛΜΑ ΝΑ ΔΗΜΙΟΥΡΓΗΣΗ ΠΟΛΙΤΙΚΟΝ ΖΗΤΗΜΑ Ε ΑΦΟΡΜΗΣ ΤΗΣ ΕΝΑΝΤΙΟΝ ΤΟΥ κ. ΒΕΝΙΖΕΛΟΥ ΣΥΚΟΦΑΝΤΙΚΗΣ ΕΚΣΤΡΑΤΕΙΑΣ: [1199, 96, 1558, 141]
